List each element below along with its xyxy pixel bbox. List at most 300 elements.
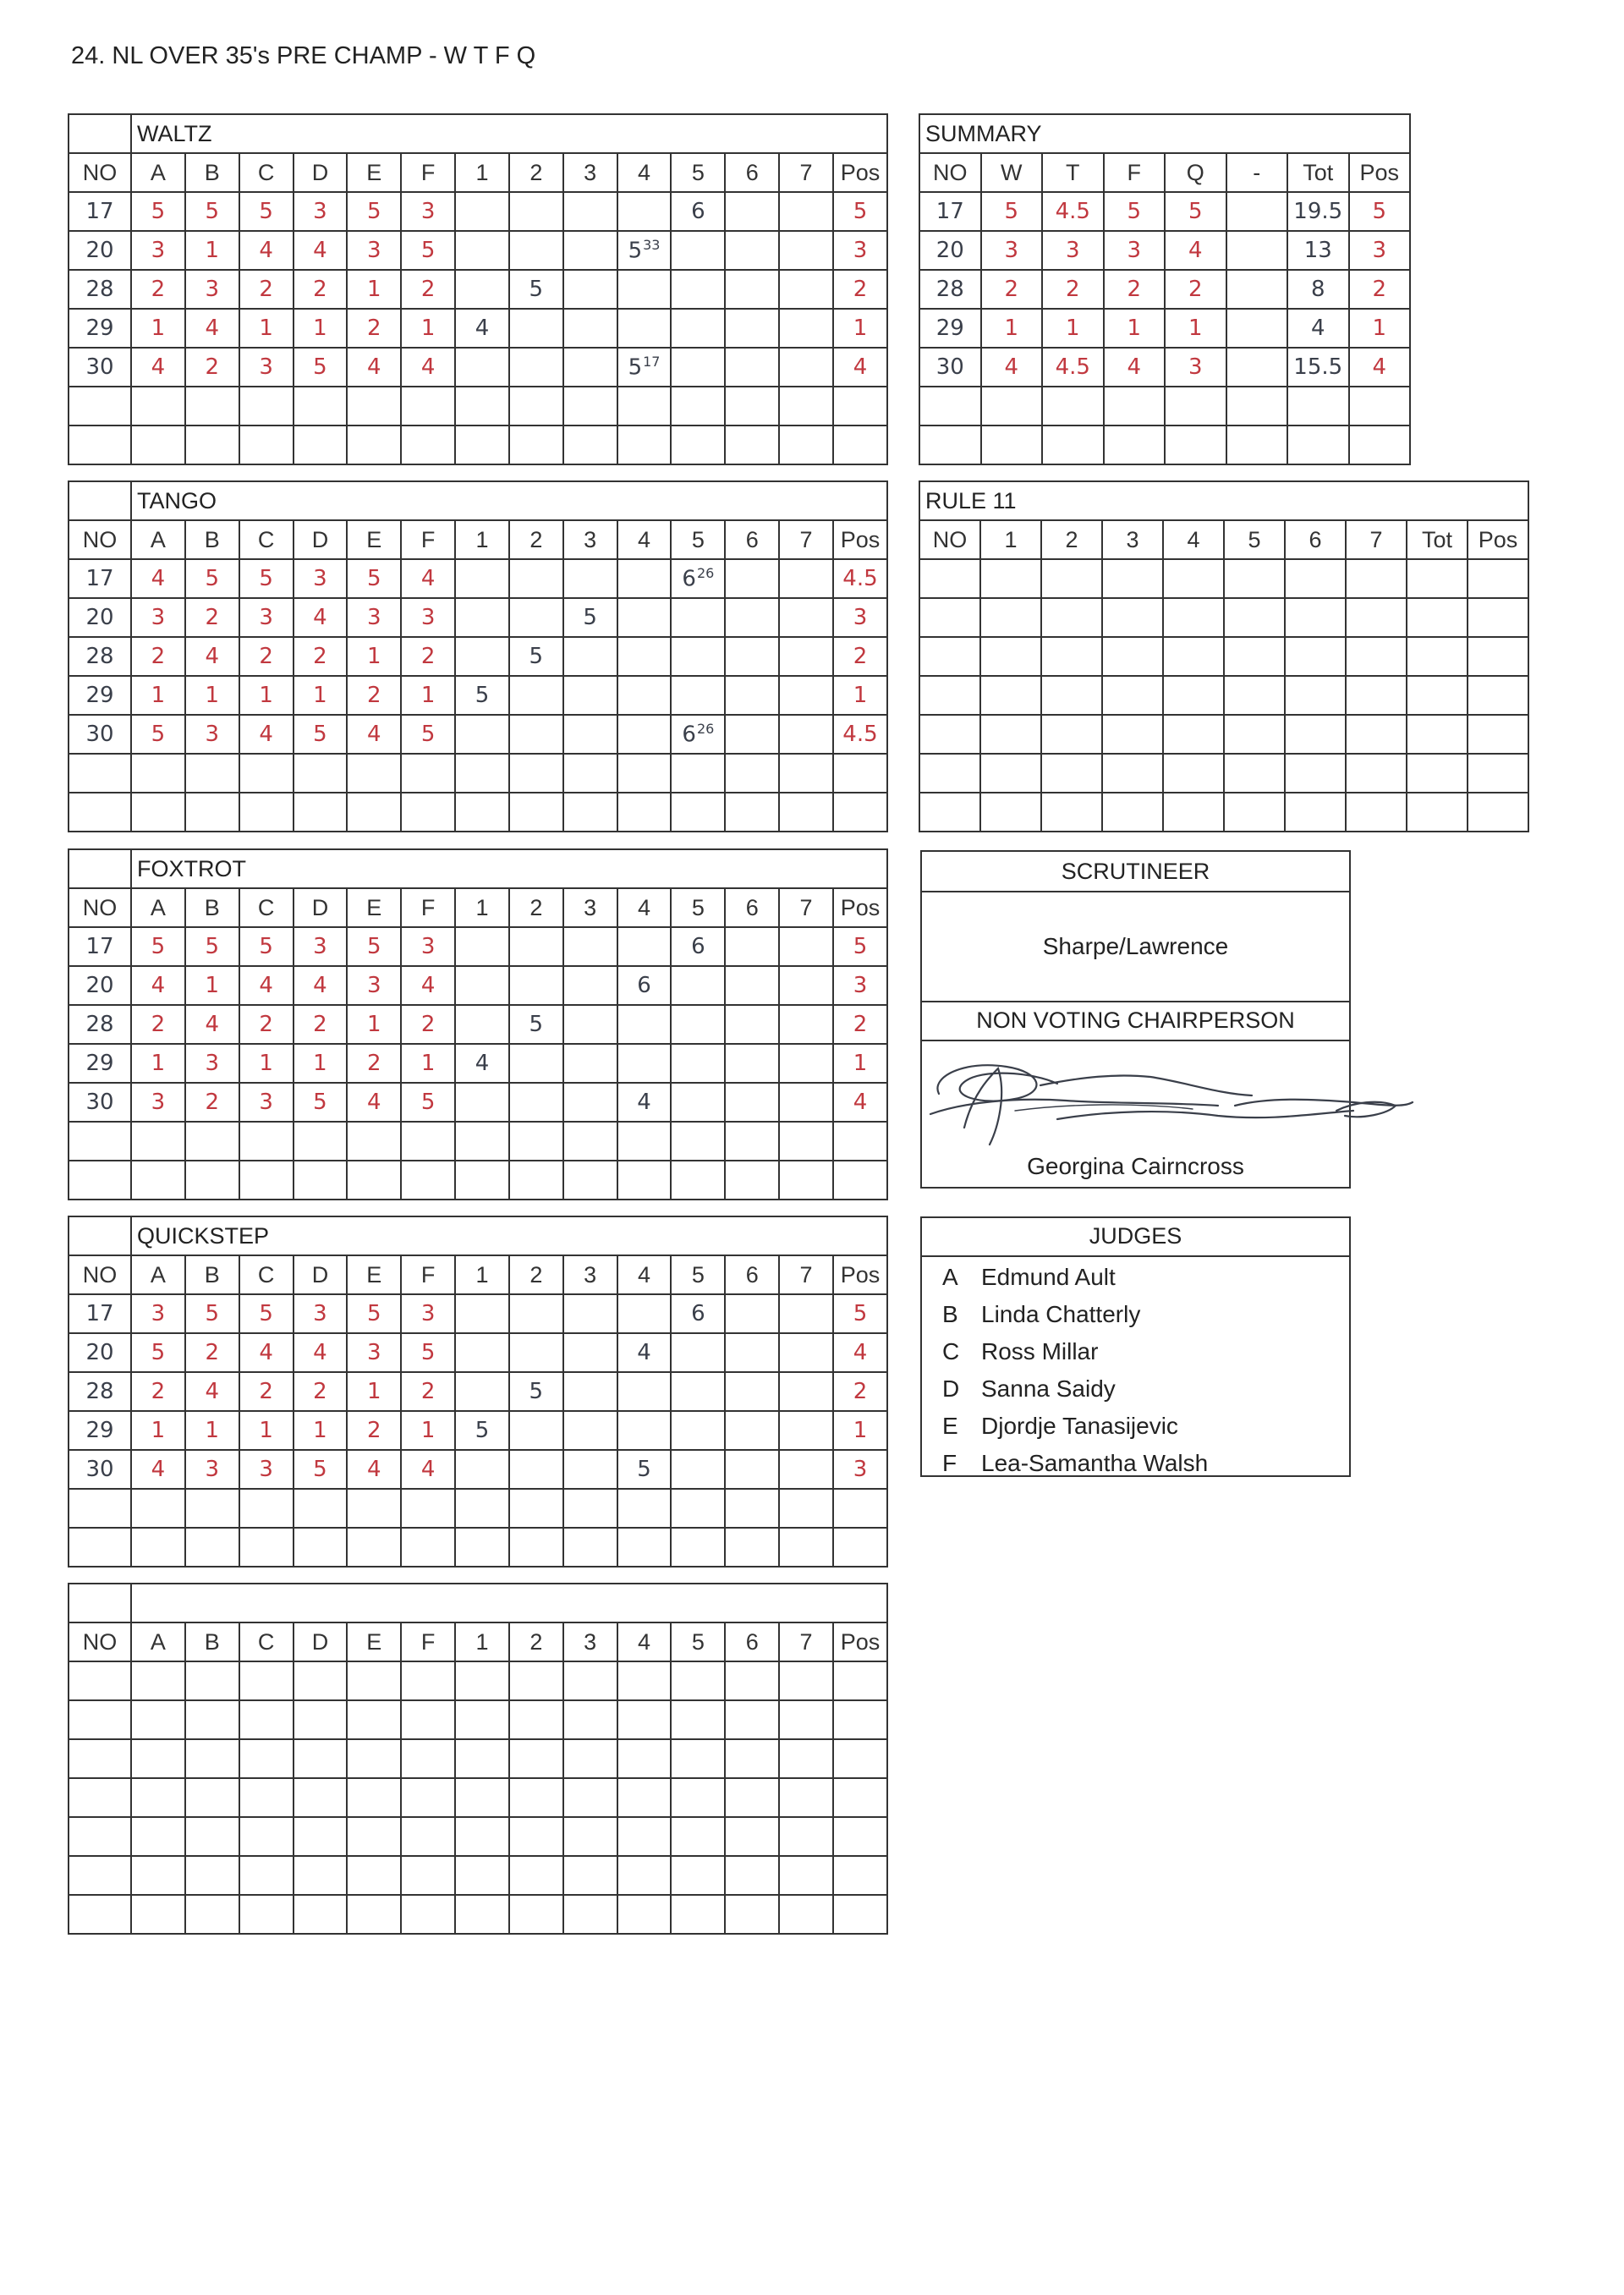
judge-mark: 5 <box>239 1294 294 1333</box>
foxtrot-title: FOXTROT <box>131 849 887 888</box>
empty-cell <box>239 1661 294 1700</box>
judge-mark: 5 <box>131 927 185 966</box>
empty-cell <box>617 1528 672 1567</box>
place-value: 6 <box>691 934 705 959</box>
empty-cell <box>401 1489 455 1528</box>
summary-f: 3 <box>1104 231 1166 270</box>
empty-cell <box>833 1739 887 1778</box>
scrutineer-box <box>920 850 1351 1189</box>
empty-cell <box>779 1161 833 1200</box>
place-count <box>725 598 779 637</box>
place-count <box>455 1294 509 1333</box>
empty-cell <box>455 1122 509 1161</box>
empty-cell <box>239 387 294 426</box>
couple-number: 29 <box>69 1044 131 1083</box>
place-value: 6 <box>691 1301 705 1326</box>
judge-mark: 1 <box>239 676 294 715</box>
place-count <box>671 1450 725 1489</box>
judge-mark: 4 <box>239 1333 294 1372</box>
judge-mark: 3 <box>401 192 455 231</box>
empty-cell <box>294 1739 348 1778</box>
position-result: 2 <box>833 637 887 676</box>
empty-cell <box>1287 387 1349 426</box>
empty-cell <box>671 1700 725 1739</box>
table-row <box>69 348 887 387</box>
judge-mark: 5 <box>401 231 455 270</box>
position-result: 5 <box>833 192 887 231</box>
summary-w: 1 <box>981 309 1043 348</box>
couple-number: 17 <box>69 927 131 966</box>
empty-cell <box>239 1122 294 1161</box>
empty-cell <box>779 1895 833 1934</box>
judge-name: Lea-Samantha Walsh <box>981 1450 1209 1476</box>
table-row <box>69 231 887 270</box>
judge-mark: 3 <box>347 231 401 270</box>
empty-cell <box>455 1700 509 1739</box>
col-header: F <box>401 888 455 927</box>
judge-mark: 4 <box>239 715 294 754</box>
empty-cell <box>294 1528 348 1567</box>
judge-mark: 1 <box>185 1411 239 1450</box>
empty-cell <box>294 387 348 426</box>
empty-cell <box>563 1489 617 1528</box>
judge-mark: 1 <box>185 676 239 715</box>
empty-cell <box>509 1161 563 1200</box>
judge-name: Linda Chatterly <box>981 1301 1141 1327</box>
table-row <box>69 637 887 676</box>
table-row <box>69 1083 887 1122</box>
empty-cell <box>1163 715 1224 754</box>
table-row <box>919 192 1410 231</box>
summary-pos: 5 <box>1349 192 1411 231</box>
place-count <box>563 1372 617 1411</box>
place-count <box>563 637 617 676</box>
empty-cell <box>131 1122 185 1161</box>
col-header: 5 <box>1224 520 1285 559</box>
place-count <box>617 1294 672 1333</box>
table-row <box>69 1778 887 1817</box>
empty-cell <box>131 1856 185 1895</box>
place-count <box>563 676 617 715</box>
empty-cell <box>294 793 348 832</box>
place-count <box>725 231 779 270</box>
col-header: E <box>347 520 401 559</box>
couple-number: 30 <box>69 348 131 387</box>
judge-mark: 4 <box>347 1450 401 1489</box>
empty-cell <box>185 1661 239 1700</box>
col-header: 3 <box>563 1255 617 1294</box>
place-count <box>617 1411 672 1450</box>
couple-number: 17 <box>69 1294 131 1333</box>
place-value: 5 <box>529 1379 544 1404</box>
empty-cell <box>671 1161 725 1200</box>
empty-cell <box>1102 598 1163 637</box>
empty-cell <box>509 1895 563 1934</box>
judge-mark: 5 <box>131 715 185 754</box>
summary-dash <box>1226 309 1288 348</box>
empty-cell <box>563 793 617 832</box>
empty-cell <box>239 1856 294 1895</box>
empty-cell <box>69 1161 131 1200</box>
judge-mark: 2 <box>185 348 239 387</box>
empty-cell <box>1285 676 1346 715</box>
place-count <box>563 1005 617 1044</box>
place-value: 6 <box>682 722 696 748</box>
place-value: 4 <box>475 1051 490 1076</box>
couple-number: 30 <box>69 1450 131 1489</box>
place-count <box>779 192 833 231</box>
table-row <box>69 598 887 637</box>
empty-cell <box>919 637 980 676</box>
empty-cell <box>1041 754 1102 793</box>
empty-cell <box>1287 426 1349 464</box>
position-result: 3 <box>833 231 887 270</box>
judge-mark: 1 <box>347 637 401 676</box>
judge-mark: 3 <box>294 1294 348 1333</box>
judge-mark: 1 <box>294 1411 348 1450</box>
summary-t: 4.5 <box>1042 192 1104 231</box>
col-header: E <box>347 888 401 927</box>
empty-cell <box>563 1700 617 1739</box>
empty-cell <box>347 1122 401 1161</box>
table-row <box>69 1450 887 1489</box>
place-count <box>671 676 725 715</box>
position-result: 4.5 <box>833 715 887 754</box>
col-header: 4 <box>617 1255 672 1294</box>
place-count <box>725 966 779 1005</box>
judge-mark: 4 <box>185 1005 239 1044</box>
empty-cell <box>981 387 1043 426</box>
place-count <box>671 637 725 676</box>
col-header: E <box>347 153 401 192</box>
empty-cell <box>617 1895 672 1934</box>
col-header: 6 <box>725 888 779 927</box>
place-count <box>617 270 672 309</box>
judge-mark: 1 <box>185 231 239 270</box>
empty-cell <box>671 1817 725 1856</box>
empty-cell <box>347 426 401 464</box>
col-header: Pos <box>833 1622 887 1661</box>
place-value: 5 <box>529 1012 544 1037</box>
couple-number: 17 <box>69 559 131 598</box>
judge-mark: 3 <box>185 270 239 309</box>
table-row <box>69 1005 887 1044</box>
empty-cell <box>509 426 563 464</box>
place-count <box>671 1333 725 1372</box>
empty-cell <box>1468 598 1528 637</box>
table-row <box>69 1411 887 1450</box>
place-value: 5 <box>637 1457 651 1482</box>
empty-cell <box>563 426 617 464</box>
tiebreak-sum: 33 <box>643 237 661 254</box>
judge-mark: 3 <box>347 1333 401 1372</box>
place-count <box>509 598 563 637</box>
judge-mark: 5 <box>185 927 239 966</box>
empty-cell <box>833 387 887 426</box>
corner-cell <box>69 1584 131 1622</box>
col-header: NO <box>919 520 980 559</box>
empty-cell <box>401 1778 455 1817</box>
judge-mark: 4 <box>294 1333 348 1372</box>
empty-cell <box>69 1489 131 1528</box>
judge-mark: 2 <box>294 1372 348 1411</box>
empty-cell <box>1163 754 1224 793</box>
col-header: 3 <box>563 520 617 559</box>
empty-cell <box>671 1778 725 1817</box>
couple-number: 20 <box>69 231 131 270</box>
col-header: A <box>131 520 185 559</box>
col-header: NO <box>69 153 131 192</box>
judge-mark: 4 <box>239 231 294 270</box>
col-header: F <box>1104 153 1166 192</box>
couple-number: 28 <box>69 1005 131 1044</box>
table-row <box>919 754 1528 793</box>
empty-cell <box>347 1700 401 1739</box>
place-count <box>563 1294 617 1333</box>
empty-cell <box>1226 387 1288 426</box>
place-count <box>779 348 833 387</box>
empty-cell <box>1349 426 1411 464</box>
col-header: NO <box>69 888 131 927</box>
place-count <box>671 309 725 348</box>
empty-cell <box>563 1122 617 1161</box>
place-count <box>455 676 509 715</box>
judge-mark: 4 <box>401 348 455 387</box>
empty-cell <box>1041 793 1102 832</box>
empty-cell <box>671 387 725 426</box>
position-result: 1 <box>833 676 887 715</box>
judge-mark: 3 <box>239 1083 294 1122</box>
judge-mark: 5 <box>131 192 185 231</box>
empty-cell <box>239 426 294 464</box>
position-result: 5 <box>833 1294 887 1333</box>
judge-mark: 2 <box>401 1005 455 1044</box>
col-header: B <box>185 520 239 559</box>
table-row <box>69 1294 887 1333</box>
empty-cell <box>185 1817 239 1856</box>
summary-pos: 2 <box>1349 270 1411 309</box>
couple-number: 28 <box>69 637 131 676</box>
empty-cell <box>919 754 980 793</box>
empty-cell <box>69 426 131 464</box>
position-result: 4 <box>833 348 887 387</box>
place-count <box>509 1450 563 1489</box>
col-header: 2 <box>509 153 563 192</box>
empty-cell <box>294 426 348 464</box>
summary-no: 17 <box>919 192 981 231</box>
empty-cell <box>1041 637 1102 676</box>
judge-mark: 5 <box>239 927 294 966</box>
empty-cell <box>1407 715 1468 754</box>
empty-cell <box>1346 598 1407 637</box>
empty-cell <box>401 1661 455 1700</box>
empty-cell <box>69 1528 131 1567</box>
empty-cell <box>509 1528 563 1567</box>
empty-cell <box>185 1856 239 1895</box>
place-value: 4 <box>637 1090 651 1115</box>
empty-cell <box>1102 559 1163 598</box>
empty-cell <box>1346 676 1407 715</box>
summary-q: 4 <box>1165 231 1226 270</box>
place-count <box>509 715 563 754</box>
empty-cell <box>833 1161 887 1200</box>
empty-cell <box>1349 387 1411 426</box>
empty-cell <box>509 1778 563 1817</box>
place-count <box>617 1333 672 1372</box>
empty-cell <box>1224 598 1285 637</box>
judge-mark: 1 <box>401 309 455 348</box>
empty-cell <box>1468 637 1528 676</box>
place-count <box>725 1372 779 1411</box>
judge-mark: 2 <box>131 270 185 309</box>
empty-cell <box>347 1895 401 1934</box>
summary-q: 2 <box>1165 270 1226 309</box>
empty-cell <box>509 1739 563 1778</box>
col-header: 7 <box>779 1255 833 1294</box>
judge-mark: 3 <box>185 1450 239 1489</box>
col-header: C <box>239 153 294 192</box>
table-row <box>919 270 1410 309</box>
col-header: A <box>131 1255 185 1294</box>
couple-number: 30 <box>69 715 131 754</box>
summary-w: 3 <box>981 231 1043 270</box>
empty-cell <box>401 1122 455 1161</box>
col-header: F <box>401 1255 455 1294</box>
place-count <box>509 192 563 231</box>
position-result: 1 <box>833 309 887 348</box>
empty-cell <box>779 1528 833 1567</box>
place-count <box>671 1044 725 1083</box>
place-value: 5 <box>475 683 490 708</box>
judge-entry <box>942 1375 1116 1403</box>
empty-cell <box>1346 754 1407 793</box>
empty-cell <box>725 1528 779 1567</box>
judge-mark: 4 <box>185 309 239 348</box>
judge-mark: 2 <box>347 676 401 715</box>
empty-cell <box>563 1739 617 1778</box>
judge-mark: 3 <box>131 1294 185 1333</box>
empty-cell <box>1163 598 1224 637</box>
col-header: 6 <box>725 153 779 192</box>
empty-cell <box>131 1528 185 1567</box>
couple-number: 30 <box>69 1083 131 1122</box>
judge-mark: 2 <box>131 1005 185 1044</box>
table-row <box>919 348 1410 387</box>
position-result: 4 <box>833 1083 887 1122</box>
empty-cell <box>1102 754 1163 793</box>
empty-cell <box>779 1700 833 1739</box>
judge-mark: 4 <box>185 1372 239 1411</box>
col-header: 2 <box>509 888 563 927</box>
table-row <box>69 387 887 426</box>
place-count <box>779 598 833 637</box>
judge-mark: 4 <box>294 598 348 637</box>
empty-cell <box>401 1739 455 1778</box>
empty-cell <box>833 1817 887 1856</box>
empty-cell <box>1163 637 1224 676</box>
judge-mark: 1 <box>131 1411 185 1450</box>
judge-letter: E <box>942 1413 958 1439</box>
place-count <box>617 598 672 637</box>
place-count <box>509 348 563 387</box>
judge-mark: 4 <box>347 348 401 387</box>
empty-cell <box>239 1489 294 1528</box>
judge-mark: 3 <box>131 1083 185 1122</box>
empty-cell <box>294 1489 348 1528</box>
judge-letter: B <box>942 1301 958 1327</box>
place-count <box>671 1411 725 1450</box>
position-result: 2 <box>833 1005 887 1044</box>
judge-mark: 5 <box>294 1083 348 1122</box>
empty-cell <box>455 387 509 426</box>
empty-cell <box>833 1856 887 1895</box>
table-row <box>919 793 1528 832</box>
empty-cell <box>455 1895 509 1934</box>
empty-cell <box>1285 637 1346 676</box>
blank-dance-table <box>68 1583 888 1935</box>
summary-t: 1 <box>1042 309 1104 348</box>
summary-w: 2 <box>981 270 1043 309</box>
quickstep-title: QUICKSTEP <box>131 1216 887 1255</box>
summary-pos: 3 <box>1349 231 1411 270</box>
col-header: Pos <box>833 520 887 559</box>
place-count <box>779 1333 833 1372</box>
place-count <box>455 637 509 676</box>
place-count <box>509 1333 563 1372</box>
judge-mark: 1 <box>239 1411 294 1450</box>
judge-mark: 5 <box>401 1083 455 1122</box>
place-count <box>779 309 833 348</box>
col-header: B <box>185 1255 239 1294</box>
place-count <box>617 1044 672 1083</box>
empty-cell <box>131 793 185 832</box>
judge-mark: 3 <box>294 559 348 598</box>
empty-cell <box>131 1161 185 1200</box>
empty-cell <box>239 1739 294 1778</box>
col-header: 2 <box>509 520 563 559</box>
empty-cell <box>1346 559 1407 598</box>
signature-image <box>914 1043 1421 1161</box>
place-count <box>563 1450 617 1489</box>
col-header: Pos <box>833 153 887 192</box>
empty-cell <box>1102 715 1163 754</box>
place-count <box>617 1372 672 1411</box>
place-count <box>563 1411 617 1450</box>
empty-cell <box>1041 559 1102 598</box>
place-count <box>455 1333 509 1372</box>
judge-mark: 4 <box>294 966 348 1005</box>
place-count <box>779 1294 833 1333</box>
col-header: 5 <box>671 153 725 192</box>
empty-cell <box>185 1778 239 1817</box>
place-count <box>671 1294 725 1333</box>
place-value: 6 <box>682 566 696 592</box>
empty-cell <box>1165 426 1226 464</box>
place-count <box>725 1083 779 1122</box>
empty-cell <box>401 793 455 832</box>
empty-cell <box>1285 754 1346 793</box>
place-count <box>455 348 509 387</box>
judge-mark: 4 <box>131 348 185 387</box>
col-header: 4 <box>617 1622 672 1661</box>
empty-cell <box>185 426 239 464</box>
empty-cell <box>980 559 1041 598</box>
place-value: 4 <box>475 316 490 341</box>
empty-cell <box>725 1122 779 1161</box>
place-count <box>725 715 779 754</box>
judge-mark: 1 <box>185 966 239 1005</box>
col-header: B <box>185 1622 239 1661</box>
